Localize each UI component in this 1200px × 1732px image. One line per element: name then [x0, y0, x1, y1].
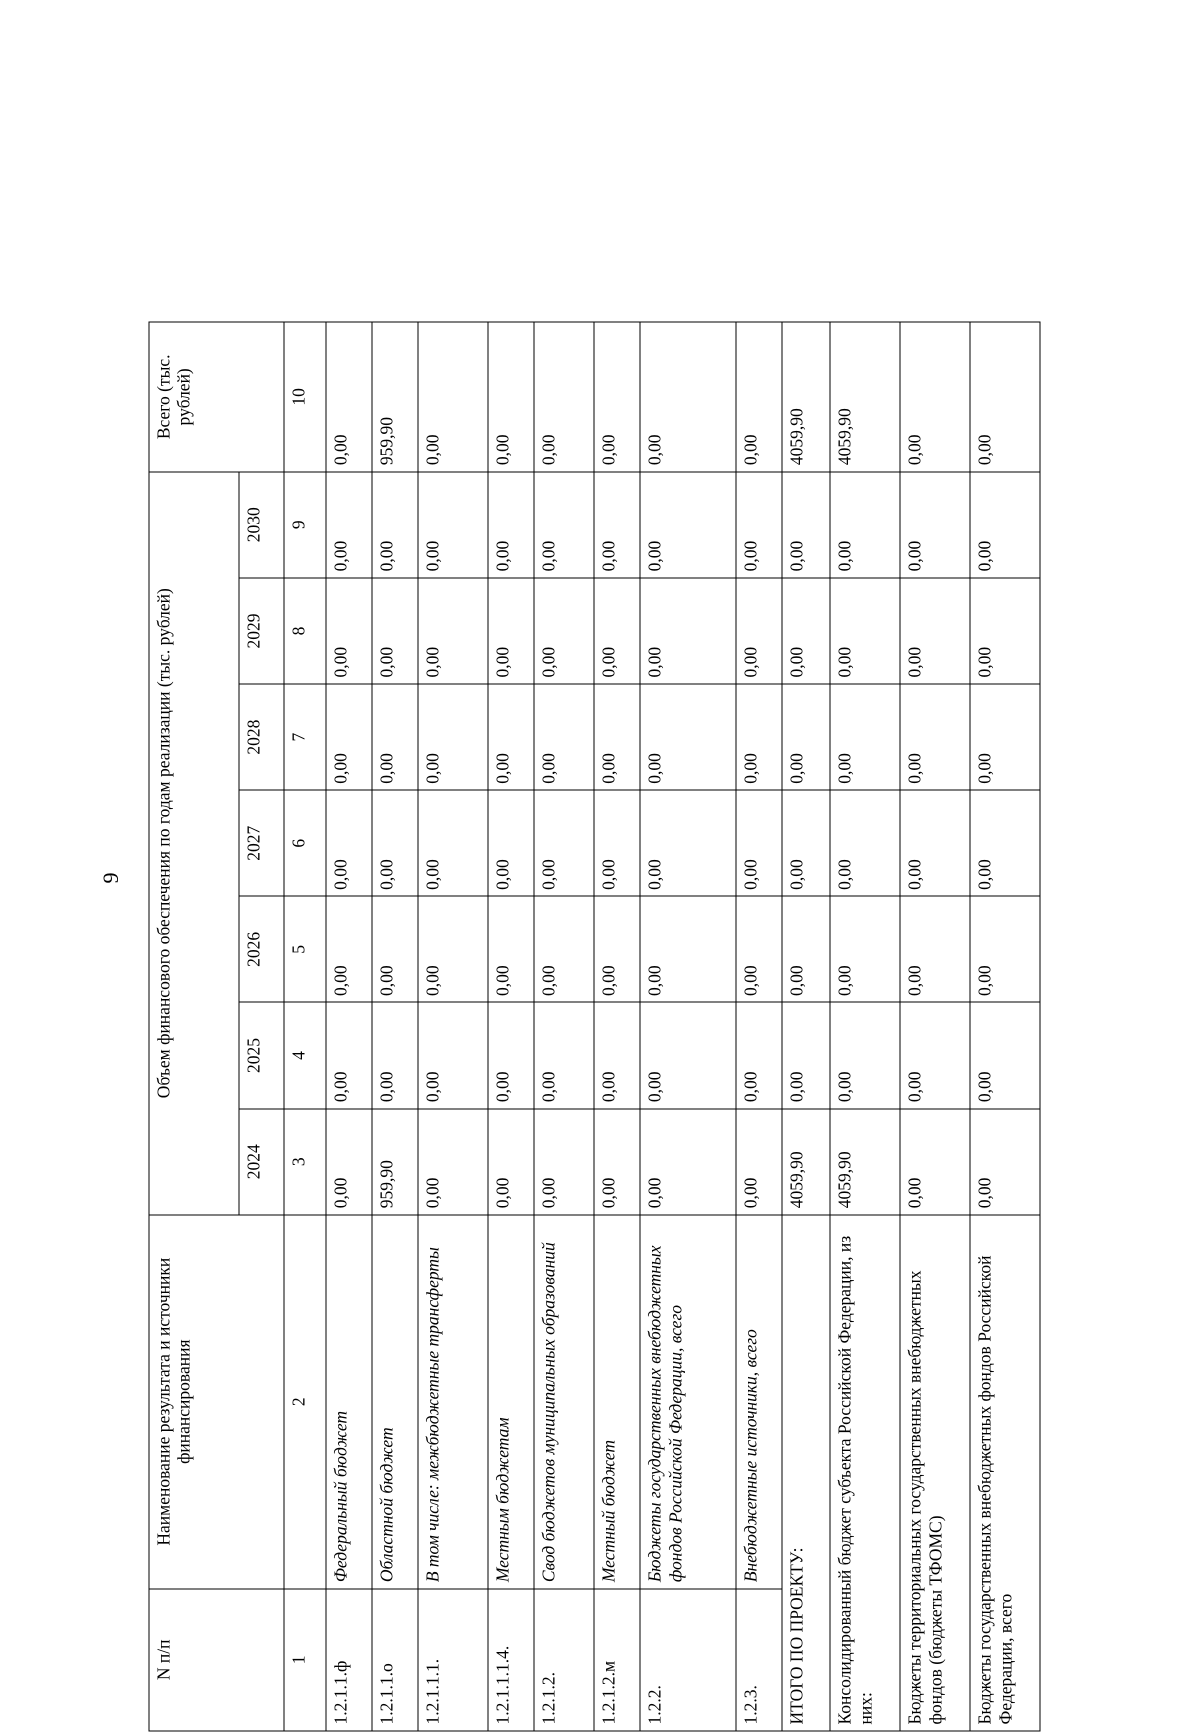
value-cell: 0,00 — [326, 472, 372, 578]
value-cell: 0,00 — [326, 1109, 372, 1215]
value-cell: 0,00 — [326, 1002, 372, 1108]
value-cell: 0,00 — [534, 472, 594, 578]
value-cell: 0,00 — [900, 1109, 970, 1215]
value-cell: 0,00 — [830, 578, 900, 684]
value-cell: 0,00 — [970, 1002, 1040, 1108]
value-cell: 0,00 — [372, 578, 418, 684]
column-number: 6 — [284, 790, 326, 896]
table-row — [488, 322, 534, 1731]
value-cell: 0,00 — [640, 790, 736, 896]
total-cell: 0,00 — [326, 322, 372, 472]
table-row — [640, 322, 736, 1731]
value-cell: 0,00 — [418, 1109, 488, 1215]
row-number: 1.2.2. — [640, 1589, 736, 1731]
value-cell: 0,00 — [782, 790, 830, 896]
row-name: Местный бюджет — [594, 1215, 640, 1589]
column-number: 7 — [284, 684, 326, 790]
value-cell: 0,00 — [488, 472, 534, 578]
table-row — [418, 322, 488, 1731]
column-number: 10 — [284, 322, 326, 472]
value-cell: 0,00 — [372, 684, 418, 790]
value-cell: 0,00 — [900, 684, 970, 790]
value-cell: 0,00 — [900, 790, 970, 896]
row-name: Бюджеты государственных внебюджетных фондов Российской Федерации, всего — [640, 1215, 736, 1589]
header-year: 2025 — [239, 1002, 284, 1108]
value-cell: 0,00 — [640, 578, 736, 684]
total-cell: 0,00 — [970, 322, 1040, 472]
value-cell: 0,00 — [534, 790, 594, 896]
value-cell: 959,90 — [372, 1109, 418, 1215]
row-name: В том числе: межбюджетные трансферты — [418, 1215, 488, 1589]
row-number: 1.2.1.1.о — [372, 1589, 418, 1731]
value-cell: 0,00 — [830, 684, 900, 790]
value-cell: 0,00 — [736, 1002, 782, 1108]
value-cell: 0,00 — [736, 578, 782, 684]
value-cell: 0,00 — [488, 684, 534, 790]
summary-row — [782, 322, 830, 1731]
table-row — [326, 322, 372, 1731]
total-cell: 0,00 — [594, 322, 640, 472]
value-cell: 0,00 — [640, 472, 736, 578]
row-number: 1.2.1.1.1.4. — [488, 1589, 534, 1731]
header-row-1 — [149, 322, 239, 1731]
row-number: 1.2.1.1.1. — [418, 1589, 488, 1731]
table-body — [326, 322, 1040, 1731]
value-cell: 0,00 — [736, 684, 782, 790]
column-number: 2 — [284, 1215, 326, 1589]
value-cell: 0,00 — [372, 790, 418, 896]
row-name: Областной бюджет — [372, 1215, 418, 1589]
value-cell: 0,00 — [782, 578, 830, 684]
value-cell: 0,00 — [488, 1002, 534, 1108]
value-cell: 0,00 — [534, 1109, 594, 1215]
value-cell: 0,00 — [970, 472, 1040, 578]
value-cell: 0,00 — [782, 1002, 830, 1108]
header-year: 2029 — [239, 578, 284, 684]
value-cell: 0,00 — [418, 578, 488, 684]
summary-row — [970, 322, 1040, 1731]
value-cell: 0,00 — [640, 896, 736, 1002]
value-cell: 0,00 — [970, 790, 1040, 896]
table-row — [534, 322, 594, 1731]
column-number: 1 — [284, 1589, 326, 1731]
value-cell: 0,00 — [736, 790, 782, 896]
total-cell: 0,00 — [900, 322, 970, 472]
column-number: 4 — [284, 1002, 326, 1108]
row-number: 1.2.1.2.м — [594, 1589, 640, 1731]
header-row-numbers — [284, 322, 326, 1731]
value-cell: 0,00 — [418, 472, 488, 578]
value-cell: 0,00 — [418, 1002, 488, 1108]
value-cell: 0,00 — [736, 1109, 782, 1215]
value-cell: 0,00 — [970, 684, 1040, 790]
header-year: 2030 — [239, 472, 284, 578]
row-name: Внебюджетные источники, всего — [736, 1215, 782, 1589]
value-cell: 0,00 — [418, 684, 488, 790]
header-years-group: Объем финансового обеспечения по годам реализации (тыс. рублей) — [149, 472, 239, 1215]
value-cell: 0,00 — [326, 578, 372, 684]
table-row — [594, 322, 640, 1731]
column-number: 8 — [284, 578, 326, 684]
header-year: 2024 — [239, 1109, 284, 1215]
page-number: 9 — [98, 872, 123, 884]
value-cell: 0,00 — [594, 896, 640, 1002]
value-cell: 0,00 — [534, 578, 594, 684]
value-cell: 0,00 — [594, 578, 640, 684]
value-cell: 0,00 — [830, 896, 900, 1002]
value-cell: 0,00 — [372, 1002, 418, 1108]
value-cell: 4059,90 — [830, 1109, 900, 1215]
value-cell: 0,00 — [418, 896, 488, 1002]
total-cell: 0,00 — [418, 322, 488, 472]
value-cell: 4059,90 — [782, 1109, 830, 1215]
value-cell: 0,00 — [326, 684, 372, 790]
value-cell: 0,00 — [488, 790, 534, 896]
column-number: 3 — [284, 1109, 326, 1215]
value-cell: 0,00 — [594, 684, 640, 790]
summary-row — [830, 322, 900, 1731]
value-cell: 0,00 — [900, 896, 970, 1002]
value-cell: 0,00 — [782, 896, 830, 1002]
summary-label: ИТОГО ПО ПРОЕКТУ: — [782, 1215, 830, 1731]
table-container — [149, 322, 1034, 1732]
value-cell: 0,00 — [782, 472, 830, 578]
summary-label: Консолидированный бюджет субъекта Российской Федерации, из них: — [830, 1215, 900, 1731]
total-cell: 0,00 — [640, 322, 736, 472]
value-cell: 0,00 — [326, 790, 372, 896]
total-cell: 0,00 — [488, 322, 534, 472]
value-cell: 0,00 — [640, 1002, 736, 1108]
header-total: Всего (тыс. рублей) — [149, 322, 284, 472]
value-cell: 0,00 — [594, 1109, 640, 1215]
header-num: N п/п — [149, 1589, 284, 1731]
value-cell: 0,00 — [970, 578, 1040, 684]
header-year: 2027 — [239, 790, 284, 896]
value-cell: 0,00 — [594, 790, 640, 896]
value-cell: 0,00 — [488, 578, 534, 684]
value-cell: 0,00 — [594, 472, 640, 578]
value-cell: 0,00 — [418, 790, 488, 896]
value-cell: 0,00 — [534, 1002, 594, 1108]
value-cell: 0,00 — [640, 684, 736, 790]
total-cell: 959,90 — [372, 322, 418, 472]
value-cell: 0,00 — [782, 684, 830, 790]
summary-label: Бюджеты территориальных государственных внебюджетных фондов (бюджеты ТФОМС) — [900, 1215, 970, 1731]
total-cell: 0,00 — [534, 322, 594, 472]
value-cell: 0,00 — [900, 472, 970, 578]
total-cell: 4059,90 — [782, 322, 830, 472]
value-cell: 0,00 — [594, 1002, 640, 1108]
value-cell: 0,00 — [736, 896, 782, 1002]
value-cell: 0,00 — [830, 1002, 900, 1108]
value-cell: 0,00 — [534, 684, 594, 790]
row-name: Федеральный бюджет — [326, 1215, 372, 1589]
table-row — [372, 322, 418, 1731]
column-number: 5 — [284, 896, 326, 1002]
row-name: Местным бюджетам — [488, 1215, 534, 1589]
row-number: 1.2.1.2. — [534, 1589, 594, 1731]
column-number: 9 — [284, 472, 326, 578]
summary-row — [900, 322, 970, 1731]
value-cell: 0,00 — [488, 896, 534, 1002]
total-cell: 0,00 — [736, 322, 782, 472]
value-cell: 0,00 — [970, 1109, 1040, 1215]
value-cell: 0,00 — [900, 1002, 970, 1108]
value-cell: 0,00 — [372, 896, 418, 1002]
value-cell: 0,00 — [900, 578, 970, 684]
row-name: Свод бюджетов муниципальных образований — [534, 1215, 594, 1589]
row-number: 1.2.3. — [736, 1589, 782, 1731]
value-cell: 0,00 — [830, 790, 900, 896]
value-cell: 0,00 — [830, 472, 900, 578]
financing-table — [149, 322, 1041, 1732]
header-year: 2028 — [239, 684, 284, 790]
value-cell: 0,00 — [488, 1109, 534, 1215]
value-cell: 0,00 — [326, 896, 372, 1002]
value-cell: 0,00 — [534, 896, 594, 1002]
summary-label: Бюджеты государственных внебюджетных фондов Российской Федерации, всего — [970, 1215, 1040, 1731]
total-cell: 4059,90 — [830, 322, 900, 472]
value-cell: 0,00 — [970, 896, 1040, 1002]
value-cell: 0,00 — [736, 472, 782, 578]
header-year: 2026 — [239, 896, 284, 1002]
row-number: 1.2.1.1.ф — [326, 1589, 372, 1731]
table-row — [736, 322, 782, 1731]
value-cell: 0,00 — [640, 1109, 736, 1215]
header-name: Наименование результата и источники финансирования — [149, 1215, 284, 1589]
value-cell: 0,00 — [372, 472, 418, 578]
